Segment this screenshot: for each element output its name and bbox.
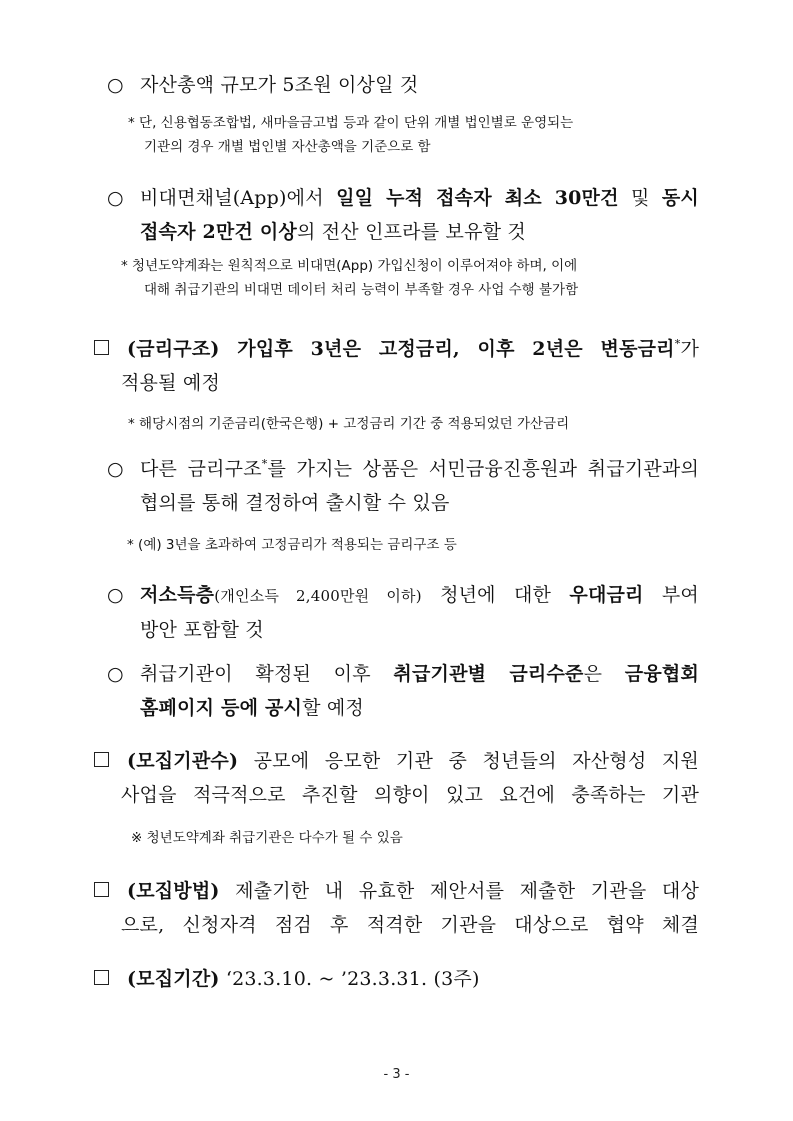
section-label: (모집기간) (127, 968, 220, 990)
text-span: 취급기관이 확정된 이후 (140, 663, 394, 685)
note-line: 청년도약계좌 취급기관은 다수가 될 수 있음 (146, 830, 403, 846)
section-interest-structure-text (121, 332, 699, 400)
section-label: (모집기관수) (127, 750, 239, 772)
text-span: 를 가지는 상품은 서민금융진흥원과 취급기관과의 (267, 458, 699, 480)
text-span: 공모에 응모한 기관 중 청년들의 자산형성 지원 (238, 750, 699, 772)
footnote-marker: * (261, 457, 268, 471)
circle-bullet-icon: ○ (107, 187, 124, 209)
checkbox-square-icon (94, 882, 109, 897)
emphasis-text: 접속자 2만건 이상 (140, 221, 297, 243)
text-span: 및 (618, 187, 662, 209)
criterion-digital-infra-line1 (140, 181, 699, 215)
note-star: * (128, 416, 135, 432)
criterion-digital-infra (107, 181, 699, 249)
note-line: 단, 신용협동조합법, 새마을금고법 등과 같이 단위 개별 법인별로 운영되는 (139, 115, 574, 131)
note-app-signup (121, 254, 701, 302)
note-star: * (128, 115, 135, 131)
criterion-other-rate (107, 452, 699, 520)
page-number: - 3 - (383, 1067, 410, 1082)
section-recruit-period-text (127, 962, 699, 996)
section-recruit-method-text (121, 874, 699, 942)
note-example (127, 533, 699, 557)
criterion-asset-size-text: 자산총액 규모가 5조원 이상일 것 (140, 74, 419, 96)
section-line: 사업을 적극적으로 추진할 의향이 있고 요건에 충족하는 기관 (121, 784, 699, 806)
checkbox-square-icon (94, 340, 109, 355)
note-star: * (121, 258, 128, 274)
circle-bullet-icon: ○ (107, 663, 124, 685)
criterion-low-income-line1 (140, 578, 699, 613)
checkbox-square-icon (94, 752, 109, 767)
criterion-rate-disclosure-line1 (140, 657, 699, 691)
emphasis-text: 금융협회 (624, 663, 699, 685)
section-line: 으로, 신청자격 점검 후 적격한 기관을 대상으로 협약 체결 (121, 914, 699, 936)
note-line: (예) 3년을 초과하여 고정금리가 적용되는 금리구조 등 (138, 537, 457, 553)
text-span: 제출기한 내 유효한 제안서를 제출한 기관을 대상 (219, 880, 699, 902)
text-span: 의 전산 인프라를 보유할 것 (296, 221, 526, 243)
section-interest-structure (94, 332, 699, 400)
circle-bullet-icon: ○ (107, 458, 124, 480)
section-label: (모집방법) (127, 880, 220, 902)
circle-bullet-icon: ○ (107, 584, 124, 606)
text-span: 청년에 대한 (421, 584, 570, 606)
note-line: 대해 취급기관의 비대면 데이터 처리 능력이 부족할 경우 사업 수행 불가함 (144, 282, 579, 298)
note-ref-mark: ※ (131, 830, 143, 846)
text-span: 비대면채널(App)에서 (140, 187, 337, 209)
emphasis-text: 취급기관별 금리수준 (393, 663, 584, 685)
criterion-other-rate-line2: 협의를 통해 결정하여 출시할 수 있음 (140, 492, 450, 514)
section-line (127, 332, 699, 366)
note-asset-size (128, 111, 700, 159)
circle-bullet-icon: ○ (107, 74, 124, 96)
section-line (127, 874, 699, 908)
section-recruit-count-text (121, 744, 699, 812)
note-star: * (127, 537, 134, 553)
note-multiple-institutions (131, 826, 699, 850)
criterion-other-rate-line1 (140, 452, 699, 486)
text-span: 은 (583, 663, 625, 685)
note-line: 기관의 경우 개별 법인별 자산총액을 기준으로 함 (144, 139, 431, 155)
text-span: (개인소득 2,400만원 이하) (214, 587, 422, 605)
section-label: (금리구조) (127, 338, 220, 360)
text-span: 가 (680, 338, 699, 360)
emphasis-text: 가입후 3년은 고정금리, 이후 2년은 변동금리 (219, 338, 675, 360)
section-recruit-period (94, 962, 699, 996)
footnote-marker: * (674, 337, 681, 351)
criterion-digital-infra-line2 (140, 215, 699, 249)
text-span: 다른 금리구조 (140, 458, 262, 480)
emphasis-text: 저소득층 (140, 584, 215, 606)
text-span: ‘23.3.10. ~ ’23.3.31. (3주) (219, 968, 480, 990)
note-line: 해당시점의 기준금리(한국은행) + 고정금리 기간 중 적용되었던 가산금리 (139, 416, 570, 432)
section-recruit-method (94, 874, 699, 942)
criterion-rate-disclosure-line2 (140, 691, 699, 725)
criterion-rate-disclosure (107, 657, 699, 725)
text-span: 할 예정 (302, 697, 364, 719)
section-line (127, 744, 699, 778)
checkbox-square-icon (94, 970, 109, 985)
emphasis-text: 우대금리 (569, 584, 644, 606)
section-recruit-count (94, 744, 699, 812)
criterion-asset-size (107, 68, 699, 102)
text-span: 부여 (643, 584, 699, 606)
emphasis-text: 동시 (661, 187, 699, 209)
criterion-low-income-line2: 방안 포함할 것 (140, 619, 264, 641)
section-line: 적용될 예정 (121, 372, 221, 394)
criterion-low-income (107, 578, 699, 647)
note-variable-rate (128, 412, 700, 436)
emphasis-text: 일일 누적 접속자 최소 30만건 (336, 187, 619, 209)
emphasis-text: 홈페이지 등에 공시 (140, 697, 303, 719)
note-line: 청년도약계좌는 원칙적으로 비대면(App) 가입신청이 이루어져야 하며, 이에 (132, 258, 578, 274)
